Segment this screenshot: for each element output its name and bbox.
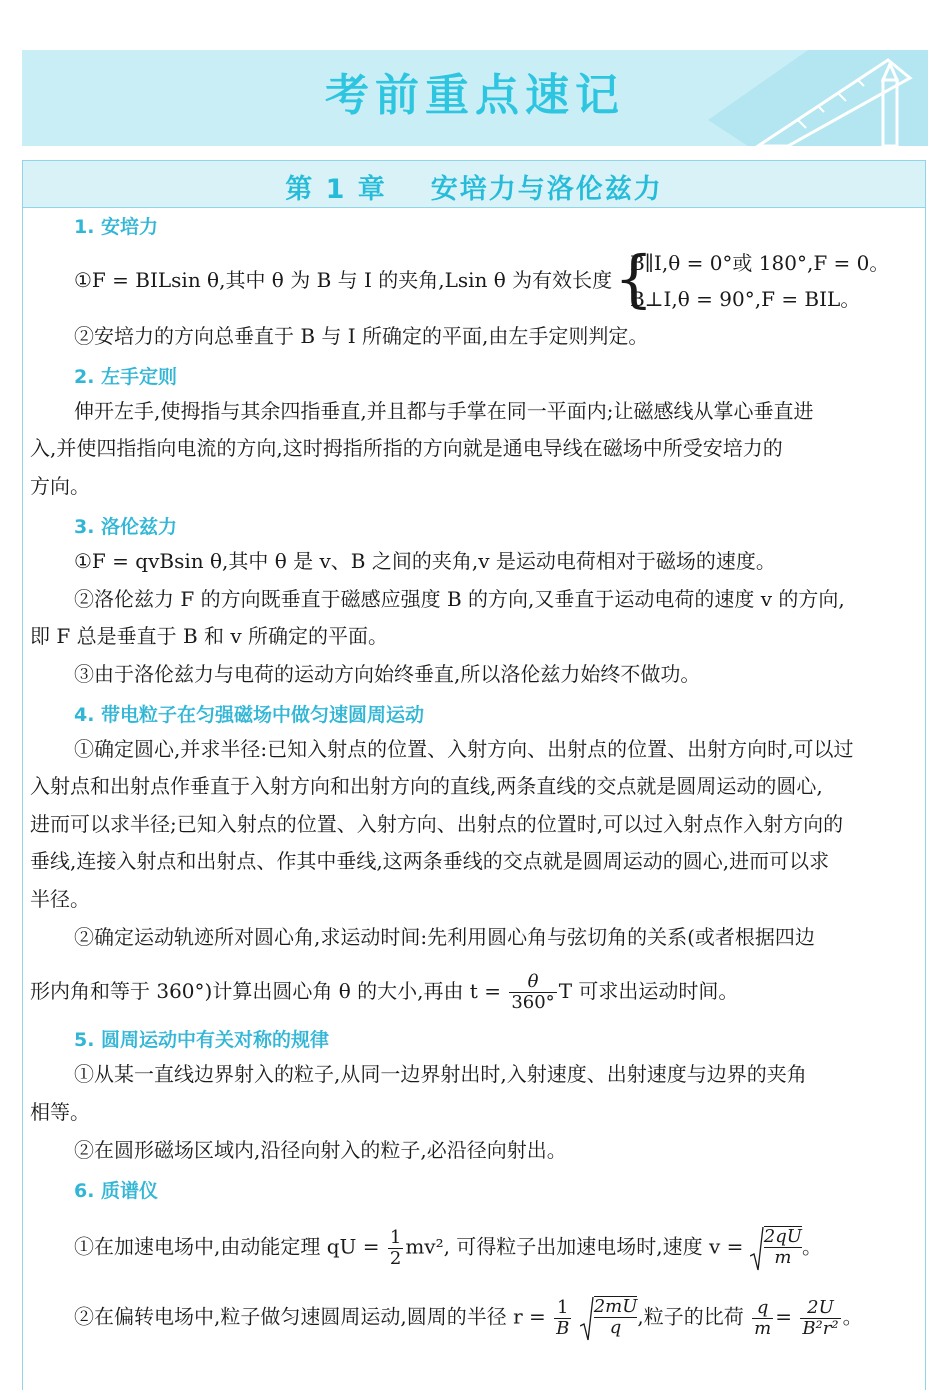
s3-formula-line: ①F = qvBsin θ,其中 θ 是 v、B 之间的夹角,v 是运动电荷相对于磁场的速度。 bbox=[74, 549, 776, 573]
s4-line-7-tail: T 可求出运动时间。 bbox=[558, 979, 739, 1003]
time-fraction: $\frac{\theta}{360^\circ}$ bbox=[511, 971, 555, 1013]
charge-mass-fraction: $\frac{q}{m}$ bbox=[754, 1296, 772, 1339]
s5-line-2: 相等。 bbox=[30, 1100, 90, 1124]
s5-line-1: ①从某一直线边界射入的粒子,从同一边界射出时,入射速度、出射速度与边界的夹角 bbox=[74, 1062, 807, 1086]
s1-formula-line: ①F = BILsin θ,其中 θ 为 B 与 I 的夹角,Lsin θ 为有效长度 bbox=[74, 268, 613, 292]
chapter-title bbox=[23, 167, 925, 206]
s3-direction-line-2: 即 F 总是垂直于 B 和 v 所确定的平面。 bbox=[30, 624, 389, 648]
s1-direction-text: ②安培力的方向总垂直于 B 与 I 所确定的平面,由左手定则判定。 bbox=[74, 324, 649, 348]
section-heading-5: 5. 圆周运动中有关对称的规律 bbox=[74, 1029, 330, 1051]
s2-line-3: 方向。 bbox=[30, 474, 90, 498]
s4-line-5: 半径。 bbox=[30, 887, 90, 911]
chapter-header bbox=[23, 161, 925, 208]
section-heading-2: 2. 左手定则 bbox=[74, 366, 178, 388]
s2-line-1: 伸开左手,使拇指与其余四指垂直,并且都与手掌在同一平面内;让磁感线从掌心垂直进 bbox=[74, 399, 814, 423]
half-fraction: $\frac{1}{2}$ bbox=[389, 1226, 402, 1269]
s1-case-parallel: B∥I,θ = 0°或 180°,F = 0。 bbox=[630, 251, 890, 275]
s5-line-3: ②在圆形磁场区域内,沿径向射入的粒子,必沿径向射出。 bbox=[74, 1138, 567, 1162]
chapter-name: 安培力与洛伦兹力 bbox=[430, 174, 663, 205]
s4-line-6: ②确定运动轨迹所对圆心角,求运动时间:先利用圆心角与弦切角的关系(或者根据四边 bbox=[74, 925, 815, 949]
page-title: 考前重点速记 bbox=[325, 70, 625, 121]
inverse-b-fraction: $\frac{1}{B}$ bbox=[556, 1296, 570, 1339]
s4-line-1: ①确定圆心,并求半径:已知入射点的位置、入射方向、出射点的位置、出射方向时,可以过 bbox=[74, 737, 854, 761]
s2-line-2: 入,并使四指指向电流的方向,这时拇指所指的方向就是通电导线在磁场中所受安培力的 bbox=[30, 436, 783, 460]
section-heading-1: 1. 安培力 bbox=[74, 216, 159, 238]
chapter-number: 第 1 章 bbox=[285, 174, 387, 205]
result-fraction: $\frac{2U}{\text{B²r²}}$ bbox=[802, 1296, 839, 1339]
s3-no-work-line: ③由于洛伦兹力与电荷的运动方向始终垂直,所以洛伦兹力始终不做功。 bbox=[74, 662, 701, 686]
s6-line-2: ②在偏转电场中,粒子做匀速圆周运动,圆周的半径 r = $\frac{1}{B}$ $\frac{2mU}{q}$ ,粒子的比荷 $\frac{q}{m}$ = $\frac{2U}{\text{B²r²}}$ 。 bbox=[74, 1296, 863, 1339]
section-heading-3: 3. 洛伦兹力 bbox=[74, 516, 178, 538]
title-banner bbox=[22, 50, 928, 146]
s4-line-3: 进而可以求半径;已知入射点的位置、入射方向、出射点的位置时,可以过入射点作入射方向的 bbox=[30, 812, 844, 836]
case-brace: { bbox=[614, 242, 654, 315]
section-heading-4: 4. 带电粒子在匀强磁场中做匀速圆周运动 bbox=[74, 704, 425, 726]
s4-line-7-text: 形内角和等于 360°)计算出圆心角 θ 的大小,再由 t = bbox=[30, 979, 501, 1003]
s3-direction-line-1: ②洛伦兹力 F 的方向既垂直于磁感应强度 B 的方向,又垂直于运动电荷的速度 v 的方向, bbox=[74, 587, 845, 611]
radius-sqrt: $\frac{2mU}{q}$ bbox=[580, 1296, 638, 1340]
section-heading-6: 6. 质谱仪 bbox=[74, 1180, 159, 1202]
s4-line-7 bbox=[30, 972, 738, 1013]
velocity-sqrt: $\frac{2qU}{m}$ bbox=[750, 1226, 802, 1270]
s4-line-2: 入射点和出射点作垂直于入射方向和出射方向的直线,两条直线的交点就是圆周运动的圆心, bbox=[30, 774, 823, 798]
s1-case-perpendicular: B⊥I,θ = 90°,F = BIL。 bbox=[630, 287, 861, 311]
s6-line-1: ①在加速电场中,由动能定理 qU = $\frac{1}{2}$ mv², 可得粒子出加速电场时,速度 v = $\frac{2qU}{m}$ 。 bbox=[74, 1226, 822, 1269]
s4-line-4: 垂线,连接入射点和出射点、作其中垂线,这两条垂线的交点就是圆周运动的圆心,进而可以求 bbox=[30, 849, 830, 873]
